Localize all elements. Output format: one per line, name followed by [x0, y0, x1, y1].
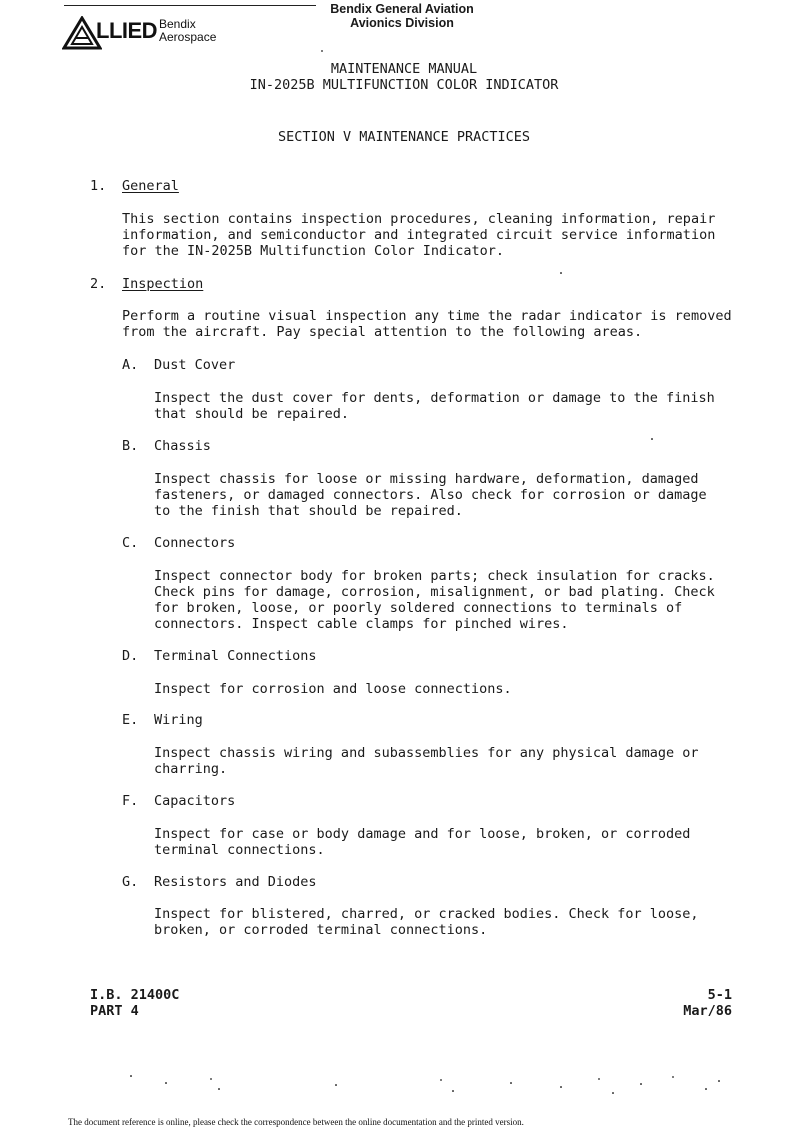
footer-doc-id: I.B. 21400C: [90, 987, 180, 1003]
item-c-body-line: for broken, loose, or poorly soldered connections to terminals of: [154, 600, 683, 616]
division-line-2: Avionics Division: [350, 16, 454, 30]
item-b-letter: B.: [122, 438, 139, 454]
item-g-title: Resistors and Diodes: [154, 874, 317, 890]
item-f-body-line: terminal connections.: [154, 842, 325, 858]
item-f-body-line: Inspect for case or body damage and for loose, broken, or corroded: [154, 826, 691, 842]
item-b-body-line: to the finish that should be repaired.: [154, 503, 463, 519]
item-b-body-line: fasteners, or damaged connectors. Also check for corrosion or damage: [154, 487, 707, 503]
manual-title: MAINTENANCE MANUAL: [330, 61, 478, 77]
footer-part: PART 4: [90, 1003, 139, 1019]
item-a-title: Dust Cover: [154, 357, 236, 373]
online-reference-note: The document reference is online, please check the correspondence between the online documentation and the printed version.: [68, 1117, 524, 1127]
item-c-body-line: Check pins for damage, corrosion, misalignment, or bad plating. Check: [154, 584, 715, 600]
section-title: SECTION V MAINTENANCE PRACTICES: [278, 129, 530, 145]
item-d-body-line: Inspect for corrosion and loose connections.: [154, 681, 512, 697]
logo-sub-aerospace: Aerospace: [159, 30, 217, 44]
item-e-body-line: charring.: [154, 761, 228, 777]
footer-page-number: 5-1: [707, 987, 732, 1003]
division-line-1: Bendix General Aviation: [330, 2, 474, 16]
item-e-body-line: Inspect chassis wiring and subassemblies for any physical damage or: [154, 745, 699, 761]
item-e-title: Wiring: [154, 712, 203, 728]
section-1-body-line: This section contains inspection procedures, cleaning information, repair: [122, 211, 716, 227]
allied-bendix-logo: [62, 12, 222, 48]
section-2-body-line: Perform a routine visual inspection any time the radar indicator is removed: [122, 308, 732, 324]
item-a-body-line: that should be repaired.: [154, 406, 350, 422]
item-c-title: Connectors: [154, 535, 236, 551]
item-a-body-line: Inspect the dust cover for dents, deformation or damage to the finish: [154, 390, 715, 406]
section-2-number: 2.: [90, 276, 107, 292]
item-c-letter: C.: [122, 535, 139, 551]
item-b-title: Chassis: [154, 438, 211, 454]
item-g-letter: G.: [122, 874, 139, 890]
section-2-body-line: from the aircraft. Pay special attention to the following areas.: [122, 324, 643, 340]
logo-wordmark: LLIED: [96, 18, 158, 43]
item-c-body-line: Inspect connector body for broken parts; check insulation for cracks.: [154, 568, 715, 584]
section-1-body-line: for the IN-2025B Multifunction Color Indicator.: [122, 243, 505, 259]
item-d-title: Terminal Connections: [154, 648, 317, 664]
section-1-number: 1.: [90, 178, 107, 194]
item-b-body-line: Inspect chassis for loose or missing hardware, deformation, damaged: [154, 471, 699, 487]
item-e-letter: E.: [122, 712, 139, 728]
item-f-title: Capacitors: [154, 793, 236, 809]
section-1-heading: General: [122, 178, 179, 194]
manual-subtitle: IN-2025B MULTIFUNCTION COLOR INDICATOR: [249, 77, 559, 93]
division-header: [318, 2, 486, 30]
top-rule: [64, 5, 316, 6]
item-g-body-line: Inspect for blistered, charred, or cracked bodies. Check for loose,: [154, 906, 699, 922]
section-1-body-line: information, and semiconductor and integrated circuit service information: [122, 227, 716, 243]
footer-date: Mar/86: [683, 1003, 732, 1019]
item-a-letter: A.: [122, 357, 139, 373]
item-c-body-line: connectors. Inspect cable clamps for pinched wires.: [154, 616, 569, 632]
section-2-heading: Inspection: [122, 276, 204, 292]
item-f-letter: F.: [122, 793, 139, 809]
item-d-letter: D.: [122, 648, 139, 664]
logo-sub-bendix: Bendix: [159, 17, 196, 31]
item-g-body-line: broken, or corroded terminal connections.: [154, 922, 488, 938]
